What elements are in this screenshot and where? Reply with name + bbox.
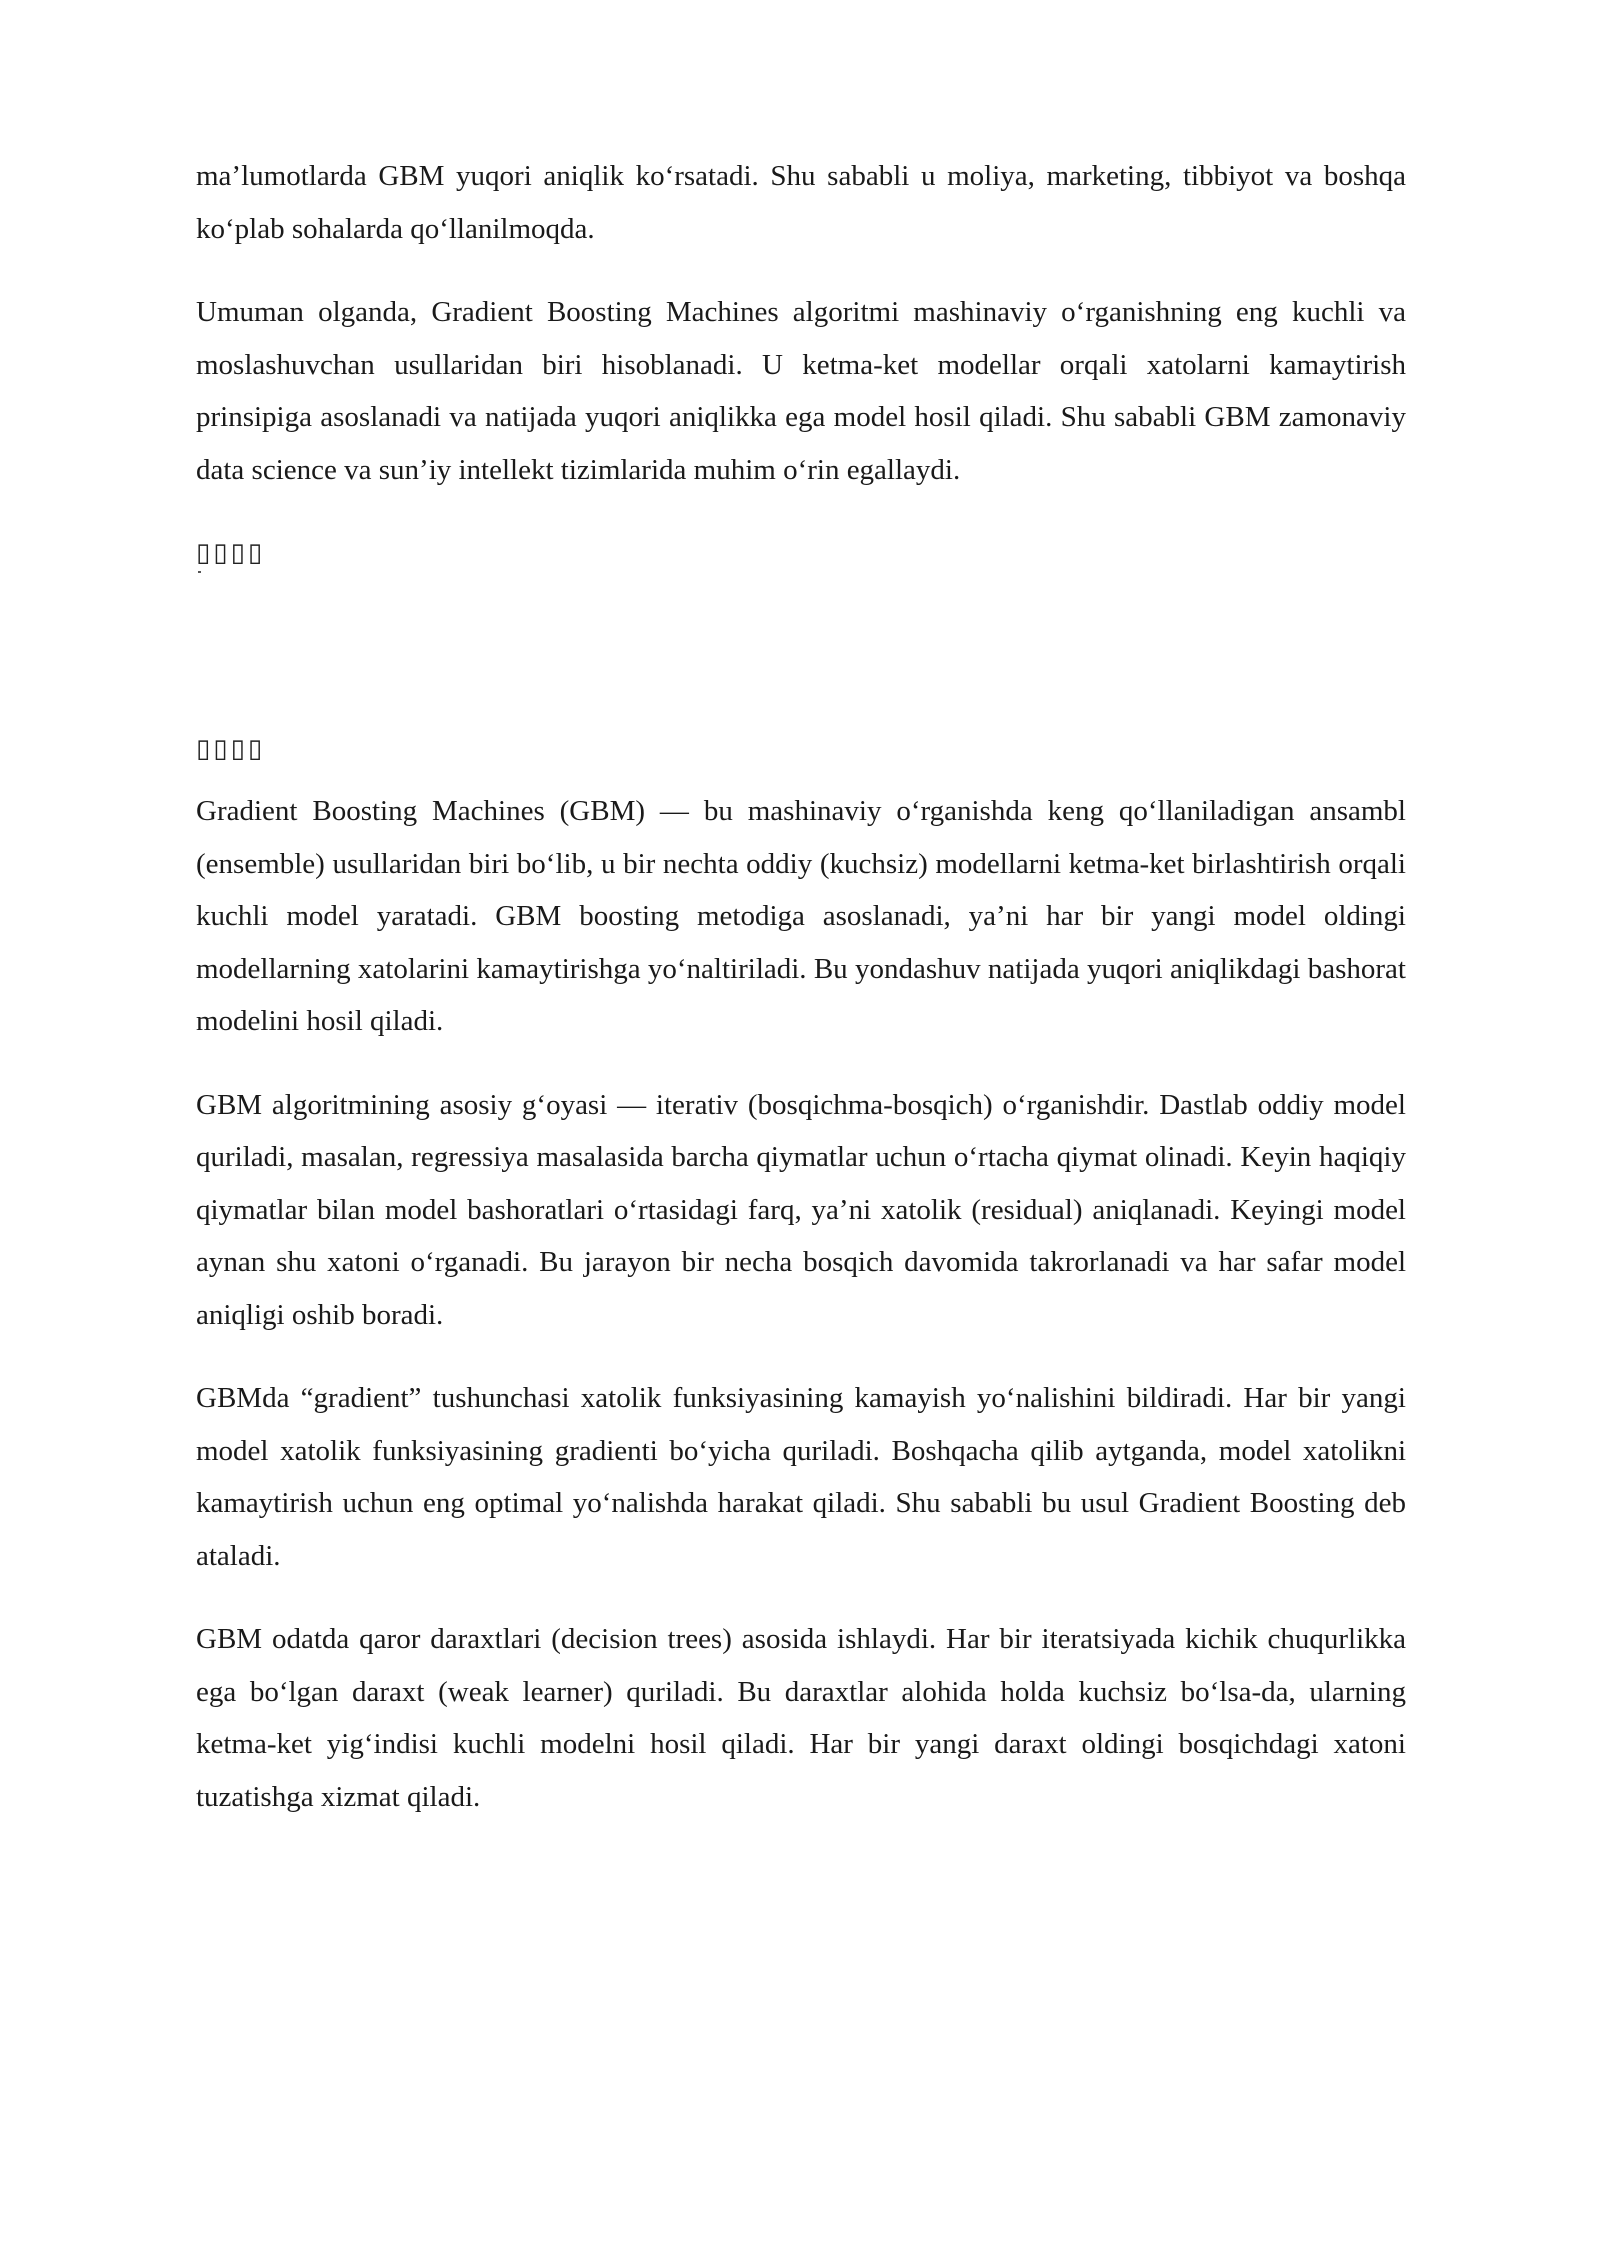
paragraph-gbm-decision-trees: GBM odatda qaror daraxtlari (decision trees) asosida ishlaydi. Har bir iteratsiyada kichik chuqurlikka ega bo‘lgan daraxt (weak learner) quriladi. Bu daraxtlar alohida holda kuchsiz bo‘lsa-da, ularning ketma-ket yig‘indisi kuchli modelni hosil qiladi. Har bir yangi daraxt oldingi bosqichdagi xatoni tuzatishga xizmat qiladi.	[196, 1623, 1406, 1813]
missing-glyph-marker: ▯▯▯▯	[196, 538, 266, 568]
document-body	[196, 150, 1406, 1854]
paragraph-gbm-iterative: GBM algoritmining asosiy g‘oyasi — iterativ (bosqichma-bosqich) o‘rganishdir. Dastlab oddiy model quriladi, masalan, regressiya masalasida barcha qiymatlar uchun o‘rtacha qiymat olinadi. Keyin haqiqiy qiymatlar bilan model bashoratlari o‘rtasidagi farq, ya’ni xatolik (residual) aniqlanadi. Keyingi model aynan shu xatoni o‘rganadi. Bu jarayon bir necha bosqich davomida takrorlanadi va har safar model aniqligi oshib boradi.	[196, 1088, 1406, 1331]
paragraph-gbm-applications: ma’lumotlarda GBM yuqori aniqlik ko‘rsatadi. Shu sababli u moliya, marketing, tibbiyot va boshqa ko‘plab sohalarda qo‘llanilmoqda.	[196, 160, 1406, 245]
paragraph-gbm-summary: Umuman olganda, Gradient Boosting Machines algoritmi mashinaviy o‘rganishning eng kuchli va moslashuvchan usullaridan biri hisoblanadi. U ketma-ket modellar orqali xatolarni kamaytirish prinsipiga asoslanadi va natijada yuqori aniqlikka ega model hosil qiladi. Shu sababli GBM zamonaviy data science va sun’iy intellekt tizimlarida muhim o‘rin egallaydi.	[196, 296, 1406, 486]
paragraph-gbm-definition: Gradient Boosting Machines (GBM) — bu mashinaviy o‘rganishda keng qo‘llaniladigan ansambl (ensemble) usullaridan biri bo‘lib, u bir nechta oddiy (kuchsiz) modellarni ketma-ket birlashtirish orqali kuchli model yaratadi. GBM boosting metodiga asoslanadi, ya’ni har bir yangi model oldingi modellarning xatolarini kamaytirishga yo‘naltiriladi. Bu yondashuv natijada yuqori aniqlikdagi bashorat modelini hosil qiladi.	[196, 795, 1406, 1037]
missing-glyph-marker: ▯▯▯▯	[196, 734, 266, 764]
paragraph-gbm-gradient: GBMda “gradient” tushunchasi xatolik funksiyasining kamayish yo‘nalishini bildiradi. Har bir yangi model xatolik funksiyasining gradienti bo‘yicha quriladi. Boshqacha qilib aytganda, model xatolikni kamaytirish uchun eng optimal yo‘nalishda harakat qiladi. Shu sababli bu usul Gradient Boosting deb ataladi.	[196, 1382, 1406, 1572]
